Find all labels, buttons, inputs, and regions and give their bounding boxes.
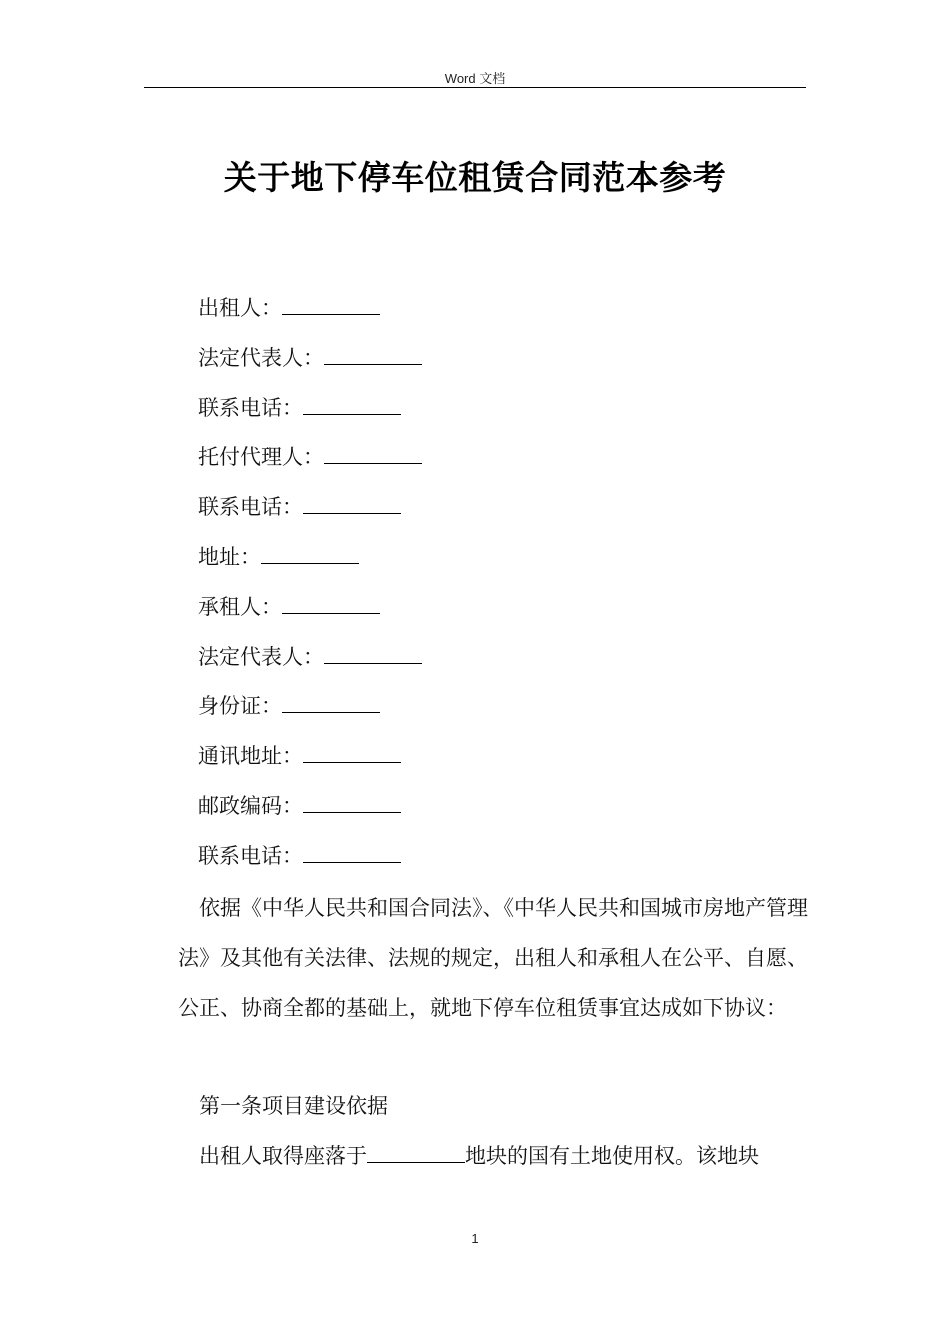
field-label: 联系电话： — [198, 395, 303, 420]
field-mailing-address — [198, 740, 422, 790]
field-label: 地址： — [198, 544, 261, 569]
field-lessee-phone — [198, 840, 422, 890]
field-address — [198, 541, 422, 591]
fill-blank — [282, 591, 380, 614]
field-label: 邮政编码： — [198, 793, 303, 818]
fill-blank — [303, 392, 401, 415]
page-header: Word 文档 — [444, 71, 506, 86]
fill-blank — [324, 342, 422, 365]
document-title: 关于地下停车位租赁合同范本参考 — [223, 158, 727, 197]
fill-blank — [303, 840, 401, 863]
field-agent-phone — [198, 491, 422, 541]
fill-blank — [324, 441, 422, 464]
preamble-paragraph: 依据《中华人民共和国合同法》、《中华人民共和国城市房地产管理法》及其他有关法律、法规的规定，出租人和承租人在公平、自愿、公正、协商全都的基础上，就地下停车位租赁事宜达成如下协议： — [178, 896, 808, 1020]
article-text-end: 地块的国有土地使用权。该地块 — [465, 1144, 759, 1168]
field-label: 联系电话： — [198, 843, 303, 868]
article-text-start: 出租人取得座落于 — [199, 1144, 367, 1168]
field-lessee — [198, 591, 422, 641]
article-paragraph — [178, 1132, 808, 1182]
fill-blank — [282, 690, 380, 713]
article-heading: 第一条项目建设依据 — [199, 1094, 388, 1118]
header-divider — [144, 87, 806, 88]
field-lessee-legal-rep — [198, 641, 422, 691]
field-label: 通讯地址： — [198, 744, 303, 769]
field-label: 托付代理人： — [198, 445, 324, 470]
field-lessor-legal-rep — [198, 342, 422, 392]
field-label: 法定代表人： — [198, 345, 324, 370]
field-label: 承租人： — [198, 594, 282, 619]
field-label: 联系电话： — [198, 495, 303, 520]
field-agent — [198, 441, 422, 491]
fill-blank — [303, 740, 401, 763]
field-label: 身份证： — [198, 694, 282, 719]
page-number: 1 — [471, 1231, 479, 1246]
fill-blank — [261, 541, 359, 564]
field-lessor-phone — [198, 392, 422, 442]
fill-blank — [282, 292, 380, 315]
field-postal-code — [198, 790, 422, 840]
field-lessor — [198, 292, 422, 342]
field-label: 法定代表人： — [198, 644, 324, 669]
fill-blank — [303, 790, 401, 813]
fill-blank — [367, 1140, 465, 1163]
fill-blank — [324, 641, 422, 664]
fill-blank — [303, 491, 401, 514]
party-fields — [198, 292, 422, 890]
field-id-card — [198, 690, 422, 740]
field-label: 出租人： — [198, 296, 282, 320]
